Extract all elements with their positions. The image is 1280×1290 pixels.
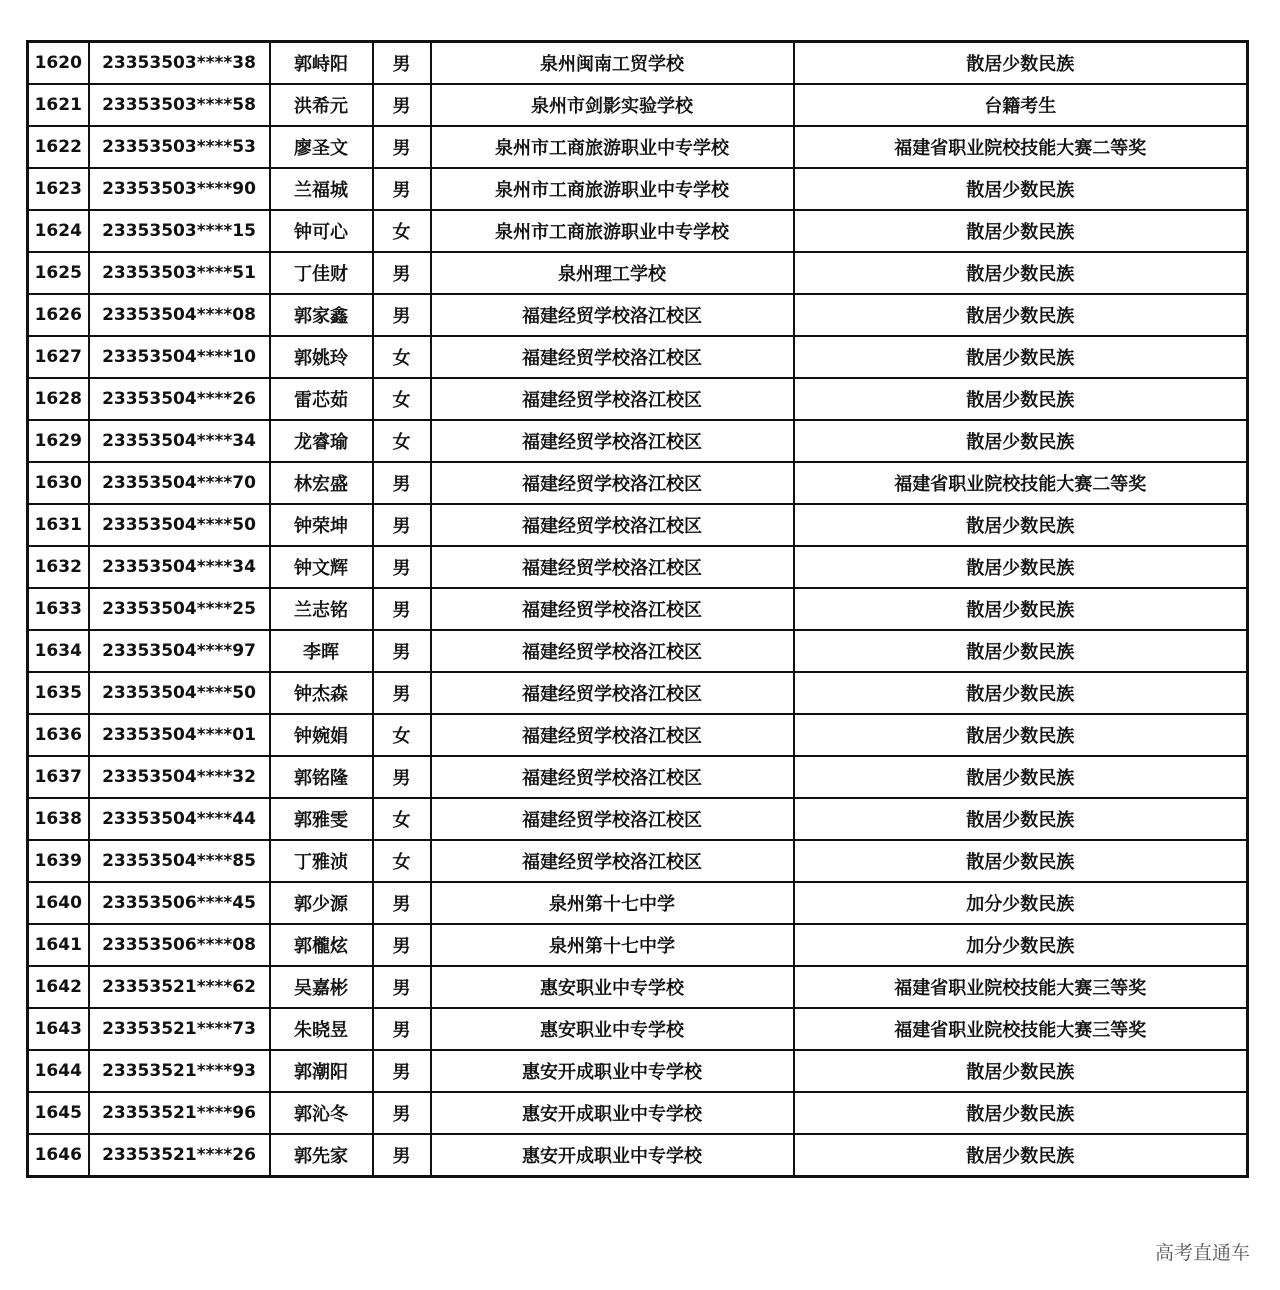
school-cell: 惠安职业中专学校 — [431, 1008, 794, 1050]
category-cell: 散居少数民族 — [794, 1092, 1248, 1134]
gender-cell: 男 — [373, 1050, 431, 1092]
exam-id-cell: 23353503****58 — [89, 84, 270, 126]
category-cell: 散居少数民族 — [794, 252, 1248, 294]
exam-id-cell: 23353504****97 — [89, 630, 270, 672]
student-name-cell: 郭峙阳 — [270, 42, 373, 85]
table-row — [28, 840, 1248, 882]
gender-cell: 男 — [373, 168, 431, 210]
school-cell: 泉州第十七中学 — [431, 924, 794, 966]
category-cell: 散居少数民族 — [794, 168, 1248, 210]
row-number-cell: 1643 — [28, 1008, 89, 1050]
table-row — [28, 1092, 1248, 1134]
student-name-cell: 郭先家 — [270, 1134, 373, 1177]
row-number-cell: 1625 — [28, 252, 89, 294]
table-row — [28, 252, 1248, 294]
table-row — [28, 546, 1248, 588]
row-number-cell: 1644 — [28, 1050, 89, 1092]
school-cell: 泉州第十七中学 — [431, 882, 794, 924]
row-number-cell: 1637 — [28, 756, 89, 798]
gender-cell: 男 — [373, 462, 431, 504]
school-cell: 福建经贸学校洛江校区 — [431, 798, 794, 840]
row-number-cell: 1630 — [28, 462, 89, 504]
student-name-cell: 兰志铭 — [270, 588, 373, 630]
gender-cell: 男 — [373, 1134, 431, 1177]
student-name-cell: 郭少源 — [270, 882, 373, 924]
gender-cell: 男 — [373, 924, 431, 966]
exam-id-cell: 23353503****51 — [89, 252, 270, 294]
school-cell: 惠安开成职业中专学校 — [431, 1050, 794, 1092]
table-row — [28, 336, 1248, 378]
exam-id-cell: 23353521****96 — [89, 1092, 270, 1134]
student-name-cell: 钟婉娟 — [270, 714, 373, 756]
gender-cell: 男 — [373, 1008, 431, 1050]
student-name-cell: 雷芯茹 — [270, 378, 373, 420]
student-name-cell: 丁雅浈 — [270, 840, 373, 882]
category-cell: 福建省职业院校技能大赛二等奖 — [794, 126, 1248, 168]
row-number-cell: 1641 — [28, 924, 89, 966]
student-name-cell: 郭铭隆 — [270, 756, 373, 798]
table-row — [28, 126, 1248, 168]
category-cell: 散居少数民族 — [794, 378, 1248, 420]
roster-table — [26, 40, 1249, 1178]
student-name-cell: 郭姚玲 — [270, 336, 373, 378]
school-cell: 福建经贸学校洛江校区 — [431, 672, 794, 714]
row-number-cell: 1628 — [28, 378, 89, 420]
row-number-cell: 1634 — [28, 630, 89, 672]
table-row — [28, 672, 1248, 714]
student-name-cell: 郭家鑫 — [270, 294, 373, 336]
exam-id-cell: 23353504****70 — [89, 462, 270, 504]
exam-id-cell: 23353504****32 — [89, 756, 270, 798]
table-row — [28, 714, 1248, 756]
exam-id-cell: 23353506****45 — [89, 882, 270, 924]
student-name-cell: 钟文辉 — [270, 546, 373, 588]
category-cell: 散居少数民族 — [794, 798, 1248, 840]
category-cell: 加分少数民族 — [794, 924, 1248, 966]
student-name-cell: 朱晓昱 — [270, 1008, 373, 1050]
table-row — [28, 420, 1248, 462]
row-number-cell: 1629 — [28, 420, 89, 462]
table-row — [28, 588, 1248, 630]
student-name-cell: 林宏盛 — [270, 462, 373, 504]
gender-cell: 女 — [373, 210, 431, 252]
school-cell: 福建经贸学校洛江校区 — [431, 378, 794, 420]
school-cell: 福建经贸学校洛江校区 — [431, 504, 794, 546]
gender-cell: 男 — [373, 672, 431, 714]
table-row — [28, 504, 1248, 546]
school-cell: 福建经贸学校洛江校区 — [431, 840, 794, 882]
student-name-cell: 郭雅雯 — [270, 798, 373, 840]
row-number-cell: 1645 — [28, 1092, 89, 1134]
student-name-cell: 吴嘉彬 — [270, 966, 373, 1008]
school-cell: 福建经贸学校洛江校区 — [431, 420, 794, 462]
school-cell: 泉州市工商旅游职业中专学校 — [431, 126, 794, 168]
gender-cell: 男 — [373, 126, 431, 168]
table-row — [28, 756, 1248, 798]
table-row — [28, 798, 1248, 840]
row-number-cell: 1639 — [28, 840, 89, 882]
exam-id-cell: 23353521****93 — [89, 1050, 270, 1092]
category-cell: 散居少数民族 — [794, 1134, 1248, 1177]
table-row — [28, 168, 1248, 210]
roster-body — [28, 42, 1248, 1177]
gender-cell: 男 — [373, 630, 431, 672]
table-row — [28, 924, 1248, 966]
table-row — [28, 84, 1248, 126]
table-row — [28, 210, 1248, 252]
student-name-cell: 丁佳财 — [270, 252, 373, 294]
row-number-cell: 1622 — [28, 126, 89, 168]
row-number-cell: 1623 — [28, 168, 89, 210]
row-number-cell: 1633 — [28, 588, 89, 630]
category-cell: 散居少数民族 — [794, 546, 1248, 588]
category-cell: 散居少数民族 — [794, 336, 1248, 378]
row-number-cell: 1632 — [28, 546, 89, 588]
category-cell: 散居少数民族 — [794, 588, 1248, 630]
row-number-cell: 1626 — [28, 294, 89, 336]
category-cell: 散居少数民族 — [794, 630, 1248, 672]
student-name-cell: 李晖 — [270, 630, 373, 672]
exam-id-cell: 23353503****38 — [89, 42, 270, 85]
school-cell: 泉州市工商旅游职业中专学校 — [431, 168, 794, 210]
school-cell: 福建经贸学校洛江校区 — [431, 462, 794, 504]
student-name-cell: 郭櫳炫 — [270, 924, 373, 966]
gender-cell: 男 — [373, 504, 431, 546]
category-cell: 福建省职业院校技能大赛三等奖 — [794, 1008, 1248, 1050]
gender-cell: 女 — [373, 336, 431, 378]
gender-cell: 男 — [373, 1092, 431, 1134]
category-cell: 散居少数民族 — [794, 420, 1248, 462]
exam-id-cell: 23353504****26 — [89, 378, 270, 420]
table-row — [28, 42, 1248, 85]
gender-cell: 男 — [373, 756, 431, 798]
exam-id-cell: 23353504****50 — [89, 504, 270, 546]
row-number-cell: 1624 — [28, 210, 89, 252]
exam-id-cell: 23353506****08 — [89, 924, 270, 966]
school-cell: 福建经贸学校洛江校区 — [431, 546, 794, 588]
category-cell: 散居少数民族 — [794, 840, 1248, 882]
exam-id-cell: 23353504****10 — [89, 336, 270, 378]
table-row — [28, 1008, 1248, 1050]
exam-id-cell: 23353504****25 — [89, 588, 270, 630]
student-name-cell: 廖圣文 — [270, 126, 373, 168]
watermark: 高考直通车 — [1154, 1242, 1250, 1264]
exam-id-cell: 23353503****90 — [89, 168, 270, 210]
gender-cell: 女 — [373, 378, 431, 420]
row-number-cell: 1640 — [28, 882, 89, 924]
gender-cell: 女 — [373, 840, 431, 882]
exam-id-cell: 23353504****50 — [89, 672, 270, 714]
exam-id-cell: 23353504****08 — [89, 294, 270, 336]
school-cell: 福建经贸学校洛江校区 — [431, 294, 794, 336]
school-cell: 福建经贸学校洛江校区 — [431, 756, 794, 798]
category-cell: 散居少数民族 — [794, 672, 1248, 714]
table-row — [28, 378, 1248, 420]
gender-cell: 女 — [373, 420, 431, 462]
student-name-cell: 郭沁冬 — [270, 1092, 373, 1134]
row-number-cell: 1638 — [28, 798, 89, 840]
exam-id-cell: 23353503****53 — [89, 126, 270, 168]
school-cell: 福建经贸学校洛江校区 — [431, 336, 794, 378]
category-cell: 散居少数民族 — [794, 42, 1248, 85]
school-cell: 惠安开成职业中专学校 — [431, 1092, 794, 1134]
gender-cell: 男 — [373, 882, 431, 924]
row-number-cell: 1636 — [28, 714, 89, 756]
category-cell: 福建省职业院校技能大赛二等奖 — [794, 462, 1248, 504]
exam-id-cell: 23353504****01 — [89, 714, 270, 756]
gender-cell: 男 — [373, 546, 431, 588]
school-cell: 泉州理工学校 — [431, 252, 794, 294]
table-row — [28, 630, 1248, 672]
gender-cell: 男 — [373, 588, 431, 630]
category-cell: 散居少数民族 — [794, 504, 1248, 546]
table-row — [28, 1050, 1248, 1092]
table-row — [28, 882, 1248, 924]
exam-id-cell: 23353504****34 — [89, 546, 270, 588]
student-name-cell: 龙睿瑜 — [270, 420, 373, 462]
category-cell: 散居少数民族 — [794, 294, 1248, 336]
row-number-cell: 1646 — [28, 1134, 89, 1177]
exam-id-cell: 23353521****26 — [89, 1134, 270, 1177]
category-cell: 福建省职业院校技能大赛三等奖 — [794, 966, 1248, 1008]
school-cell: 泉州闽南工贸学校 — [431, 42, 794, 85]
gender-cell: 女 — [373, 798, 431, 840]
exam-id-cell: 23353504****44 — [89, 798, 270, 840]
table-row — [28, 966, 1248, 1008]
row-number-cell: 1621 — [28, 84, 89, 126]
row-number-cell: 1642 — [28, 966, 89, 1008]
gender-cell: 男 — [373, 966, 431, 1008]
gender-cell: 女 — [373, 714, 431, 756]
student-name-cell: 钟荣坤 — [270, 504, 373, 546]
exam-id-cell: 23353504****34 — [89, 420, 270, 462]
table-row — [28, 294, 1248, 336]
category-cell: 散居少数民族 — [794, 210, 1248, 252]
exam-id-cell: 23353503****15 — [89, 210, 270, 252]
table-row — [28, 1134, 1248, 1177]
exam-id-cell: 23353521****73 — [89, 1008, 270, 1050]
row-number-cell: 1631 — [28, 504, 89, 546]
school-cell: 惠安职业中专学校 — [431, 966, 794, 1008]
student-name-cell: 兰福城 — [270, 168, 373, 210]
student-name-cell: 钟可心 — [270, 210, 373, 252]
category-cell: 台籍考生 — [794, 84, 1248, 126]
row-number-cell: 1635 — [28, 672, 89, 714]
student-name-cell: 钟杰森 — [270, 672, 373, 714]
category-cell: 散居少数民族 — [794, 714, 1248, 756]
table-row — [28, 462, 1248, 504]
category-cell: 散居少数民族 — [794, 1050, 1248, 1092]
row-number-cell: 1627 — [28, 336, 89, 378]
school-cell: 福建经贸学校洛江校区 — [431, 714, 794, 756]
gender-cell: 男 — [373, 42, 431, 85]
gender-cell: 男 — [373, 84, 431, 126]
gender-cell: 男 — [373, 294, 431, 336]
row-number-cell: 1620 — [28, 42, 89, 85]
school-cell: 泉州市剑影实验学校 — [431, 84, 794, 126]
gender-cell: 男 — [373, 252, 431, 294]
student-name-cell: 洪希元 — [270, 84, 373, 126]
school-cell: 泉州市工商旅游职业中专学校 — [431, 210, 794, 252]
student-name-cell: 郭潮阳 — [270, 1050, 373, 1092]
exam-id-cell: 23353521****62 — [89, 966, 270, 1008]
school-cell: 福建经贸学校洛江校区 — [431, 630, 794, 672]
school-cell: 福建经贸学校洛江校区 — [431, 588, 794, 630]
category-cell: 散居少数民族 — [794, 756, 1248, 798]
exam-id-cell: 23353504****85 — [89, 840, 270, 882]
school-cell: 惠安开成职业中专学校 — [431, 1134, 794, 1177]
category-cell: 加分少数民族 — [794, 882, 1248, 924]
